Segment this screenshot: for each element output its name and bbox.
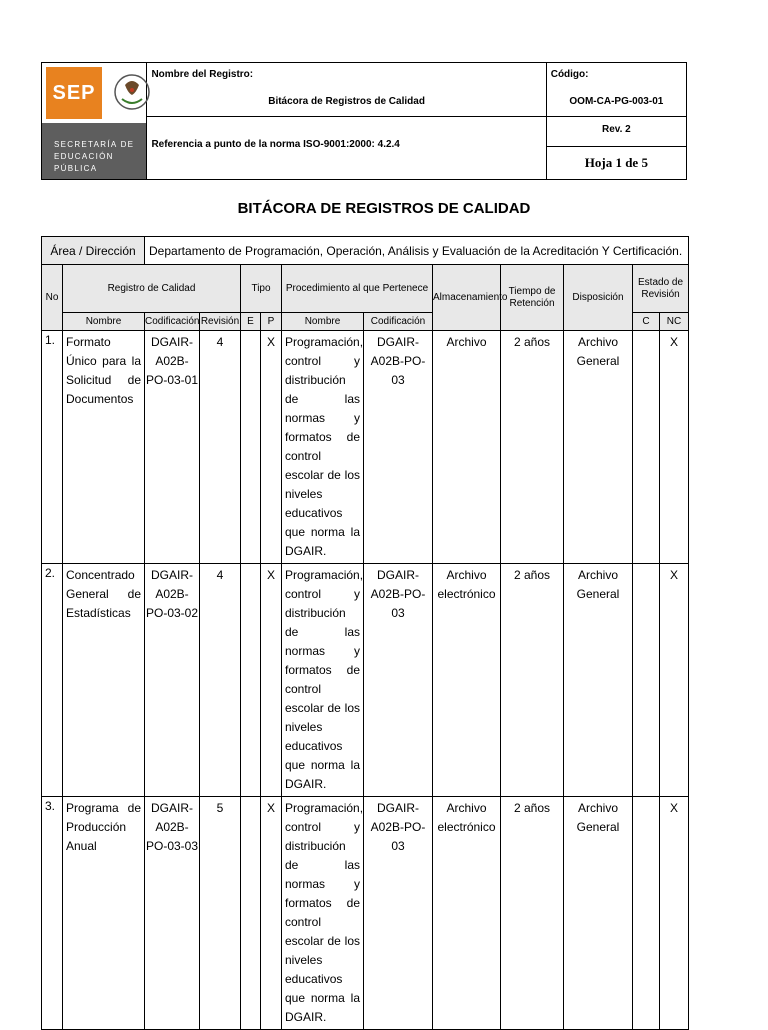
col-proc-nombre: Nombre [282,313,364,331]
col-tipo: Tipo [241,265,282,313]
row-proc-codificacion: DGAIR-A02B-PO-03 [364,797,433,1030]
row-proc-nombre: Programación, control y distribución de las normas y formatos de control escolar de los niveles educativos que norma la DGAIR. [282,564,364,797]
row-e [241,331,261,564]
col-estado: Estado de Revisión [633,265,689,313]
table-row [42,797,689,1030]
nombre-registro-label: Nombre del Registro: [151,69,254,80]
rev-cell [546,117,686,147]
col-nombre: Nombre [63,313,145,331]
col-tiempo: Tiempo de Retención [501,265,564,331]
row-almacenamiento: Archivo [433,331,501,564]
row-proc-codificacion: DGAIR-A02B-PO-03 [364,331,433,564]
row-almacenamiento: Archivo electrónico [433,797,501,1030]
row-proc-nombre: Programación, control y distribución de las normas y formatos de control escolar de los niveles educativos que norma la DGAIR. [282,331,364,564]
row-c [633,331,660,564]
row-c [633,564,660,797]
area-label: Área / Dirección [42,237,145,265]
row-revision: 4 [200,564,241,797]
row-revision: 5 [200,797,241,1030]
sep-logo [42,63,147,180]
col-revision: Revisión [200,313,241,331]
row-nombre: Formato Único para la Solicitud de Documentos [63,331,145,564]
col-registro: Registro de Calidad [63,265,241,313]
row-almacenamiento: Archivo electrónico [433,564,501,797]
row-nc: X [660,564,689,797]
document-header [41,62,687,180]
row-e [241,564,261,797]
revision-number: Rev. 2 [601,124,631,135]
row-codificacion: DGAIR-A02B-PO-03-02 [145,564,200,797]
page-count: Hoja 1 de 5 [584,155,648,170]
col-c: C [633,313,660,331]
nombre-registro-value: Bitácora de Registros de Calidad [268,96,425,107]
table-row [42,331,689,564]
row-disposicion: Archivo General [564,797,633,1030]
col-proc-codificacion: Codificación [364,313,433,331]
row-no: 2. [42,564,63,797]
row-nc: X [660,797,689,1030]
row-p: X [261,564,282,797]
row-tiempo: 2 años [501,331,564,564]
referencia-cell [147,117,546,180]
codigo-label: Código: [550,69,589,80]
sep-subtitle-line1: SECRETARÍA DE [54,140,135,149]
row-disposicion: Archivo General [564,564,633,797]
row-disposicion: Archivo General [564,331,633,564]
row-codificacion: DGAIR-A02B-PO-03-03 [145,797,200,1030]
col-disposicion: Disposición [564,265,633,331]
table-row [42,564,689,797]
sep-subtitle-line2: EDUCACIÓN PÚBLICA [54,152,114,173]
referencia-norma: Referencia a punto de la norma ISO-9001:2000: 4.2.4 [151,139,400,150]
row-p: X [261,797,282,1030]
row-tiempo: 2 años [501,564,564,797]
col-p: P [261,313,282,331]
codigo-value: OOM-CA-PG-003-01 [569,96,664,107]
row-proc-codificacion: DGAIR-A02B-PO-03 [364,564,433,797]
row-revision: 4 [200,331,241,564]
codigo-cell [546,63,686,117]
col-no: No [42,265,63,331]
row-nc: X [660,331,689,564]
col-procedimiento: Procedimiento al que Pertenece [282,265,433,313]
row-p: X [261,331,282,564]
row-e [241,797,261,1030]
sep-logo-mark: SEP [46,67,102,119]
row-tiempo: 2 años [501,797,564,1030]
row-nombre: Concentrado General de Estadísticas [63,564,145,797]
row-codificacion: DGAIR-A02B-PO-03-01 [145,331,200,564]
col-nc: NC [660,313,689,331]
row-proc-nombre: Programación, control y distribución de las normas y formatos de control escolar de los niveles educativos que norma la DGAIR. [282,797,364,1030]
registro-name-cell [147,63,546,117]
registros-table [41,236,689,1030]
area-value: Departamento de Programación, Operación, Análisis y Evaluación de la Acreditación Y Certificación. [145,237,689,265]
hoja-cell [546,147,686,180]
col-codificacion: Codificación [145,313,200,331]
row-no: 1. [42,331,63,564]
row-c [633,797,660,1030]
document-title: BITÁCORA DE REGISTROS DE CALIDAD [237,200,531,217]
row-nombre: Programa de Producción Anual [63,797,145,1030]
col-e: E [241,313,261,331]
row-no: 3. [42,797,63,1030]
col-almacenamiento: Almacenamiento [433,265,501,331]
